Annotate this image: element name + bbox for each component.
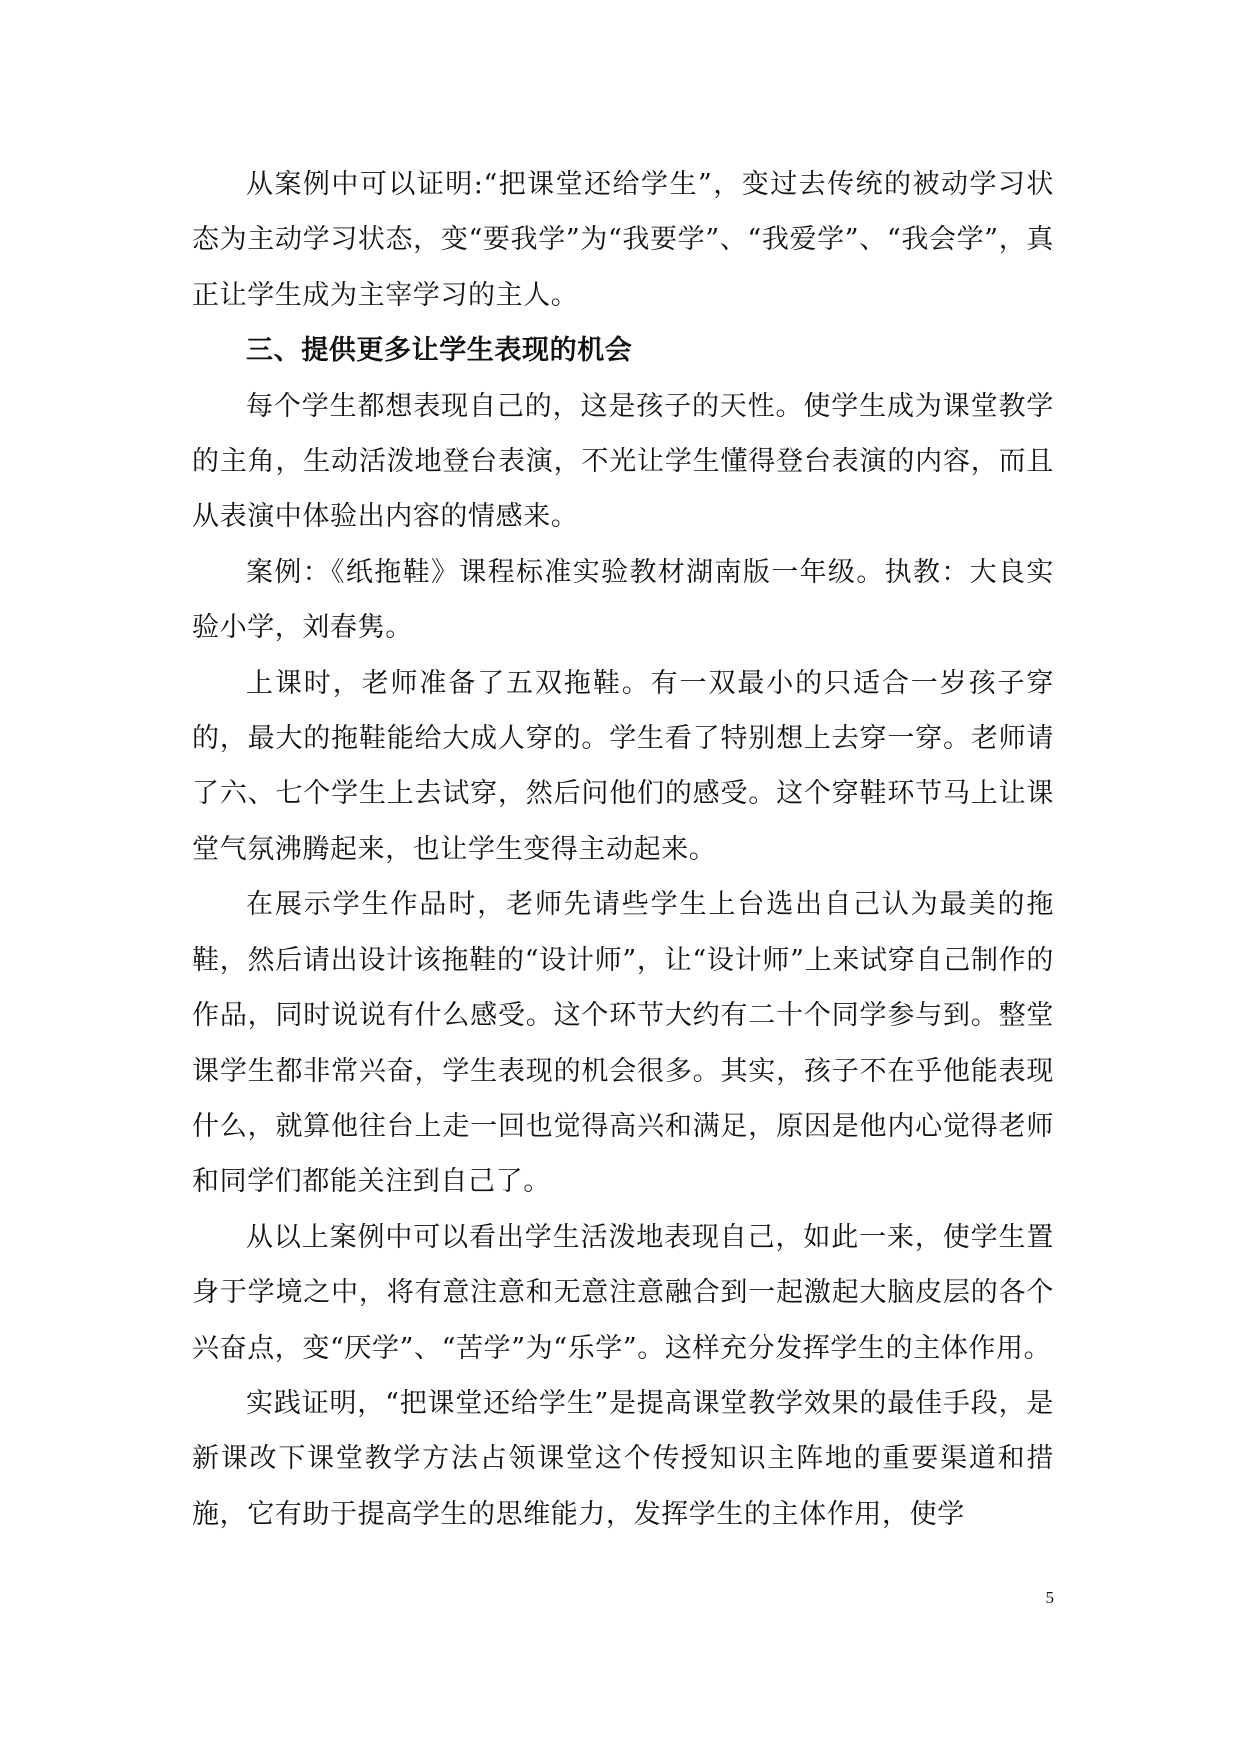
page-body [192,157,1054,1542]
section-heading: 三、提供更多让学生表现的机会 [246,335,633,367]
paragraph-case: 案例：《纸拖鞋》课程标准实验教材湖南版一年级。执教：大良实验小学，刘春隽。 [192,556,1054,644]
paragraph-intro: 每个学生都想表现自己的，这是孩子的天性。使学生成为课堂教学的主角，生动活泼地登台表演，不光让学生懂得登台表演的内容，而且从表演中体验出内容的情感来。 [192,390,1054,533]
paragraph-analysis: 从以上案例中可以看出学生活泼地表现自己，如此一来，使学生置身于学境之中，将有意注意和无意注意融合到一起激起大脑皮层的各个兴奋点，变“厌学”、“苦学”为“乐学”。这样充分发挥学生的主体作用。 [192,1221,1054,1364]
paragraph-student-works: 在展示学生作品时，老师先请些学生上台选出自己认为最美的拖鞋，然后请出设计该拖鞋的“设计师”，让“设计师”上来试穿自己制作的作品，同时说说有什么感受。这个环节大约有二十个同学参与到。整堂课学生都非常兴奋，学生表现的机会很多。其实，孩子不在乎他能表现什么，就算他往台上走一回也觉得高兴和满足，原因是他内心觉得老师和同学们都能关注到自己了。 [192,889,1054,1198]
paragraph-conclusion-case: 从案例中可以证明:“把课堂还给学生”，变过去传统的被动学习状态为主动学习状态，变“要我学”为“我要学”、“我爱学”、“我会学”，真正让学生成为主宰学习的主人。 [192,169,1054,311]
page-number: 5 [1045,1588,1054,1607]
paragraph-class-activity: 上课时，老师准备了五双拖鞋。有一双最小的只适合一岁孩子穿的，最大的拖鞋能给大成人穿的。学生看了特别想上去穿一穿。老师请了六、七个学生上去试穿，然后问他们的感受。这个穿鞋环节马上让课堂气氛沸腾起来，也让学生变得主动起来。 [192,667,1054,865]
paragraph-practice-proof: 实践证明，“把课堂还给学生”是提高课堂教学效果的最佳手段，是新课改下课堂教学方法占领课堂这个传授知识主阵地的重要渠道和措施，它有助于提高学生的思维能力，发挥学生的主体作用，使学 [192,1387,1054,1530]
